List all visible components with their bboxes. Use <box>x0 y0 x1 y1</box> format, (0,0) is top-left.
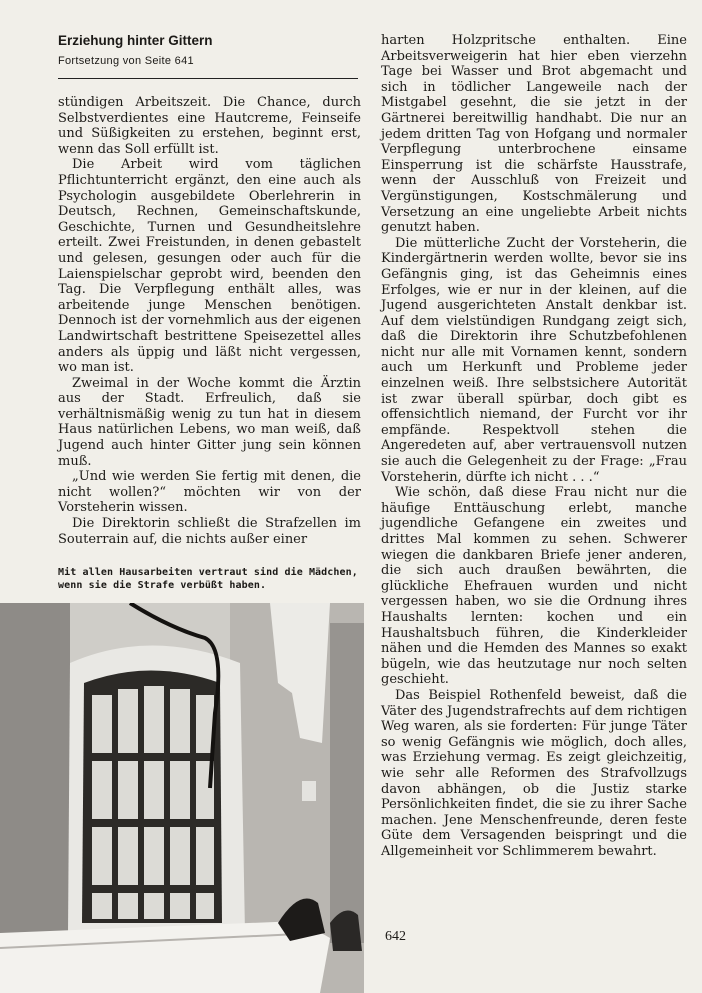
photo-ironing-room <box>0 603 364 993</box>
article-title: Erziehung hinter Gittern <box>58 33 213 48</box>
photo-illustration <box>0 603 364 993</box>
paragraph: Das Beispiel Rothenfeld beweist, daß die Väter des Jugendstrafrechts auf dem richtigen Weg waren, als sie forderten: Für junge Täter so wenig Gefängnis wie möglich, doch alles, was Erziehung vermag. Es zeigt gleichzeitig, wie sehr alle Reformen des Strafvollzugs davon abhängen, ob die Justiz starke Persönlichkeiten findet, die sie zu ihrer Sache machen. Jene Menschenfreunde, deren feste Güte dem Versagenden beispringt und die Allgemeinheit vor Schlimmerem bewahrt. <box>381 687 687 859</box>
paragraph: „Und wie werden Sie fertig mit denen, die nicht wollen?“ möchten wir von der Vorsteherin wissen. <box>58 469 361 516</box>
paragraph: harten Holzpritsche enthalten. Eine Arbeitsverweigerin hat hier eben vierzehn Tage bei Wasser und Brot abgemacht und sich in tödlicher Langeweile nach der Mistgabel gesehnt, die sie jetzt in der Gärtnerei bereitwillig handhabt. Die nur an jedem dritten Tag von Hofgang und normaler Verpflegung unterbrochene einsame Einsperrung ist die schärfste Hausstrafe, wenn der Ausschluß von Freizeit und Vergünstigungen, Kostschmälerung und Versetzung an eine ungeliebte Arbeit nichts genutzt haben. <box>381 33 687 236</box>
continuation-note: Fortsetzung von Seite 641 <box>58 55 194 67</box>
paragraph: Die Arbeit wird vom täglichen Pflichtunterricht ergänzt, den eine auch als Psychologin ausgebildete Oberlehrerin in Deutsch, Rechnen, Gemeinschaftskunde, Geschichte, Turnen und Gesundheitslehre erteilt. Zwei Freistunden, in denen gebastelt und gelesen, gesungen oder auch für die Laienspielschar geprobt wird, beenden den Tag. Die Verpflegung enthält alles, was arbeitende junge Menschen benötigen. Dennoch ist der vornehmlich aus der eigenen Landwirtschaft bestrittene Speisezettel alles anders als üppig und läßt nicht vergessen, wo man ist. <box>58 157 361 376</box>
page-number: 642 <box>385 929 406 944</box>
header-divider <box>58 78 358 79</box>
paragraph: stündigen Arbeitszeit. Die Chance, durch Selbstverdientes eine Hautcreme, Feinseife und Süßigkeiten zu erstehen, beginnt erst, wenn das Soll erfüllt ist. <box>58 95 361 157</box>
paragraph: Wie schön, daß diese Frau nicht nur die häufige Enttäuschung erlebt, manche jugendliche Gefangene ein zweites und drittes Mal kommen zu sehen. Schwerer wiegen die dankbaren Briefe jener anderen, die sich auch draußen bewährten, die glückliche Ehefrauen wurden und nicht vergessen haben, wo sie die Ordnung ihres Haushalts lernten: kochen und ein Haushaltsbuch führen, die Kinderkleider nähen und die Hemden des Mannes so exakt bügeln, wie das heutzutage nur noch selten geschieht. <box>381 485 687 688</box>
photo-caption: Mit allen Hausarbeiten vertraut sind die Mädchen, wenn sie die Strafe verbüßt haben. <box>58 567 358 591</box>
left-column <box>58 95 361 547</box>
paragraph: Die Direktorin schließt die Strafzellen im Souterrain auf, die nichts außer einer <box>58 516 361 547</box>
article-header <box>58 32 358 69</box>
right-column <box>381 33 687 859</box>
paragraph: Zweimal in der Woche kommt die Ärztin aus der Stadt. Erfreulich, daß sie verhältnismäßig wenig zu tun hat in diesem Haus natürlichen Lebens, wo man weiß, daß Jugend auch hinter Gitter jung sein können muß. <box>58 375 361 469</box>
paragraph: Die mütterliche Zucht der Vorsteherin, die Kindergärtnerin werden wollte, bevor sie ins Gefängnis ging, ist das Geheimnis eines Erfolges, wie er nur in der kleinen, auf die Jugend ausgerichteten Anstalt denkbar ist. Auf dem vielstündigen Rundgang zeigt sich, daß die Direktorin ihre Schutzbefohlenen nicht nur alle mit Vornamen kennt, sondern auch um Herkunft und Probleme jeder einzelnen weiß. Ihre selbstsichere Autorität ist zwar überall spürbar, doch gibt es offensichtlich niemand, der Furcht vor ihr empfände. Respektvoll stehen die Angeredeten auf, aber vertrauensvoll nutzen sie auch die Gelegenheit zu der Frage: „Frau Vorsteherin, dürfte ich nicht . . .“ <box>381 235 687 485</box>
